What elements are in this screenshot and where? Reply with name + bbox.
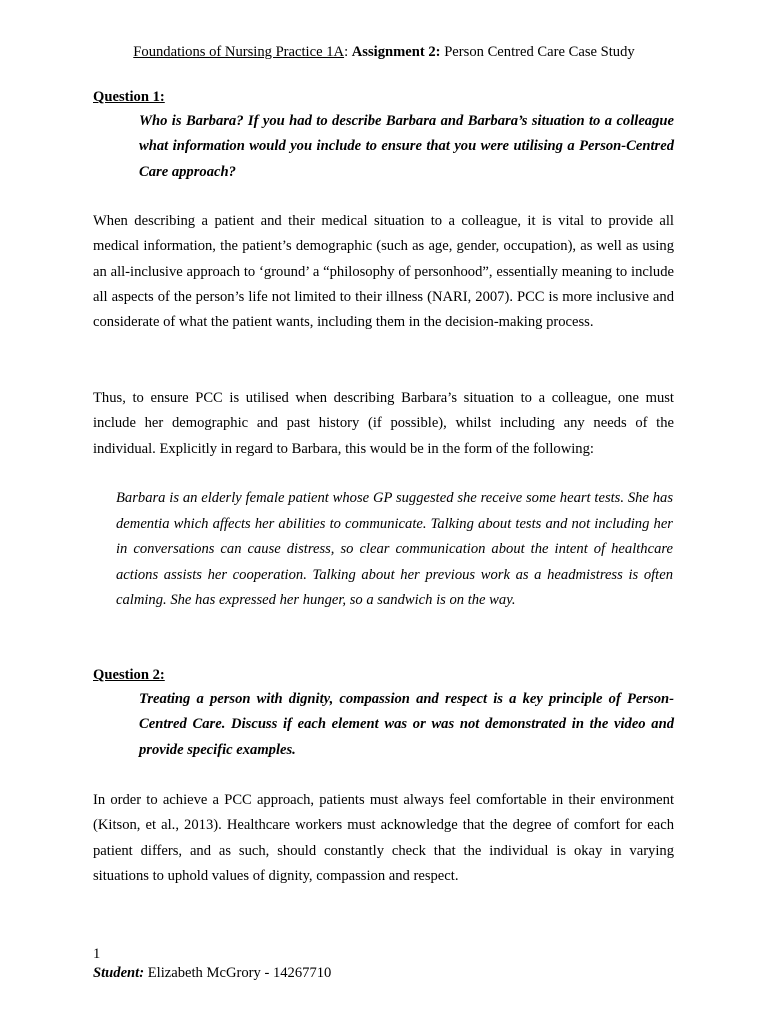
question-2-heading: Question 2: bbox=[93, 667, 165, 683]
header-separator: : bbox=[344, 44, 352, 60]
assignment-title: Person Centred Care Case Study bbox=[440, 44, 635, 60]
paragraph-1: When describing a patient and their medical situation to a colleague, it is vital to provide all medical information, the patient’s demographic (such as age, gender, occupation), as well as using an all-inclusive approach to ‘ground’ a “philosophy of personhood”, essentially meaning to include all aspects of the person’s life not limited to their illness (NARI, 2007). PCC is more inclusive and considerate of what the patient wants, including them in the decision-making process. bbox=[93, 213, 674, 331]
paragraph-3: In order to achieve a PCC approach, patients must always feel comfortable in their environment (Kitson, et al., 2013). Healthcare workers must acknowledge that the degree of comfort for each patient differs, and as such, should constantly check that the individual is okay in varying situations to uphold values of dignity, compassion and respect. bbox=[93, 792, 674, 884]
question-1-heading: Question 1: bbox=[93, 89, 165, 105]
assignment-label: Assignment 2: bbox=[351, 44, 441, 60]
barbara-description-quote: Barbara is an elderly female patient whose GP suggested she receive some heart tests. She has dementia which affects her abilities to communicate. Talking about tests and not including her in conversations can cause distress, so clear communication about the intent of healthcare actions assists her cooperation. Talking about her previous work as a headmistress is often calming. She has expressed her hunger, so a sandwich is on the way. bbox=[116, 490, 673, 608]
page-header bbox=[0, 42, 768, 62]
paragraph-2: Thus, to ensure PCC is utilised when describing Barbara’s situation to a colleague, one must include her demographic and past history (if possible), whilst including any needs of the individual. Explicitly in regard to Barbara, this would be in the form of the following: bbox=[93, 390, 674, 457]
student-name: Elizabeth McGrory - 14267710 bbox=[144, 965, 332, 981]
student-footer bbox=[93, 963, 331, 983]
question-1-text: Who is Barbara? If you had to describe Barbara and Barbara’s situation to a colleague what information would you include to ensure that you were utilising a Person-Centred Care approach? bbox=[139, 113, 674, 180]
question-2-text: Treating a person with dignity, compassion and respect is a key principle of Person-Centred Care. Discuss if each element was or was not demonstrated in the video and provide specific examples. bbox=[139, 691, 674, 758]
page-number: 1 bbox=[93, 946, 101, 962]
student-label: Student: bbox=[93, 965, 145, 981]
course-title: Foundations of Nursing Practice 1A bbox=[133, 44, 345, 60]
